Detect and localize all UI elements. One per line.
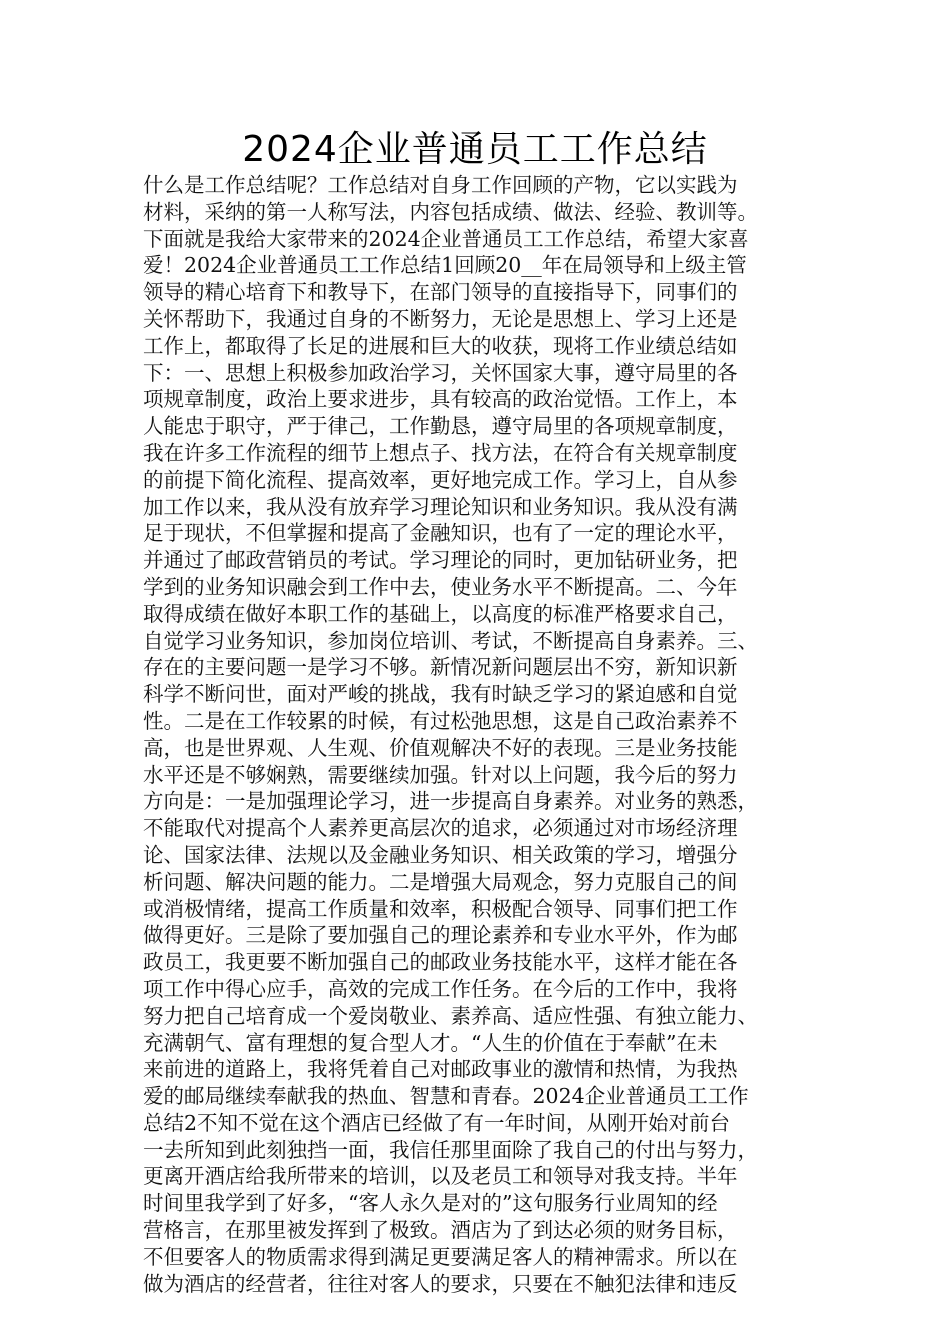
body-text-line: 项规章制度，政治上要求进步，具有较高的政治觉悟。工作上，本 bbox=[143, 387, 738, 412]
body-text-line: 下：一、思想上积极参加政治学习，关怀国家大事，遵守局里的各 bbox=[143, 360, 738, 385]
body-text-line: 更离开酒店给我所带来的培训，以及老员工和领导对我支持。半年 bbox=[143, 1164, 738, 1189]
body-text-line: 爱的邮局继续奉献我的热血、智慧和青春。2024企业普通员工工作 bbox=[143, 1084, 749, 1109]
document-body bbox=[143, 172, 811, 1297]
body-text-line: 我在许多工作流程的细节上想点子、找方法，在符合有关规章制度 bbox=[143, 440, 738, 465]
body-text-line: 方向是：一是加强理论学习，进一步提高自身素养。对业务的熟悉， bbox=[143, 789, 758, 814]
body-text-line: 人能忠于职守，严于律己，工作勤恳，遵守局里的各项规章制度， bbox=[143, 414, 738, 439]
body-text-line: 的前提下简化流程、提高效率，更好地完成工作。学习上，自从参 bbox=[143, 467, 738, 492]
body-text-line: 什么是工作总结呢？工作总结对自身工作回顾的产物，它以实践为 bbox=[143, 173, 738, 197]
body-text-line: 材料，采纳的第一人称写法，内容包括成绩、做法、经验、教训等。 bbox=[143, 199, 758, 224]
body-text-line: 论、国家法律、法规以及金融业务知识、相关政策的学习，增强分 bbox=[143, 842, 738, 867]
body-text-line: 高，也是世界观、人生观、价值观解决不好的表现。三是业务技能 bbox=[143, 735, 738, 760]
body-text-line: 加工作以来，我从没有放弃学习理论知识和业务知识。我从没有满 bbox=[143, 494, 738, 519]
body-text-line: 性。二是在工作较累的时候，有过松弛思想，这是自己政治素养不 bbox=[143, 708, 738, 733]
document-title: 2024企业普通员工工作总结 bbox=[242, 129, 708, 170]
body-text-line: 充满朝气、富有理想的复合型人才。“人生的价值在于奉献”在未 bbox=[143, 1030, 718, 1055]
body-text-line: 来前进的道路上，我将凭着自己对邮政事业的激情和热情，为我热 bbox=[143, 1057, 738, 1082]
body-text-line: 学到的业务知识融会到工作中去，使业务水平不断提高。二、今年 bbox=[143, 574, 738, 599]
body-text-line: 努力把自己培育成一个爱岗敬业、素养高、适应性强、有独立能力、 bbox=[143, 1003, 758, 1028]
body-text-line: 项工作中得心应手，高效的完成工作任务。在今后的工作中，我将 bbox=[143, 976, 738, 1001]
body-text-line: 或消极情绪，提高工作质量和效率，积极配合领导、同事们把工作 bbox=[143, 896, 738, 921]
body-text-line: 下面就是我给大家带来的2024企业普通员工工作总结，希望大家喜 bbox=[143, 226, 749, 251]
body-text-line: 取得成绩在做好本职工作的基础上，以高度的标准严格要求自己， bbox=[143, 601, 738, 626]
body-text-line: 工作上，都取得了长足的进展和巨大的收获，现将工作业绩总结如 bbox=[143, 333, 738, 358]
body-text-line: 营格言，在那里被发挥到了极致。酒店为了到达必须的财务目标， bbox=[143, 1218, 738, 1243]
body-text-line: 领导的精心培育下和教导下，在部门领导的直接指导下，同事们的 bbox=[143, 280, 738, 305]
body-text-line: 政员工，我更要不断加强自己的邮政业务技能水平，这样才能在各 bbox=[143, 950, 738, 975]
body-text-line: 不但要客人的物质需求得到满足更要满足客人的精神需求。所以在 bbox=[143, 1244, 738, 1269]
body-text-line: 水平还是不够娴熟，需要继续加强。针对以上问题，我今后的努力 bbox=[143, 762, 738, 787]
body-text-line: 时间里我学到了好多，“客人永久是对的”这句服务行业周知的经 bbox=[143, 1191, 718, 1216]
body-text-line: 科学不断问世，面对严峻的挑战，我有时缺乏学习的紧迫感和自觉 bbox=[143, 682, 738, 707]
body-text-line: 足于现状，不但掌握和提高了金融知识，也有了一定的理论水平， bbox=[143, 521, 738, 546]
body-text-line: 做得更好。三是除了要加强自己的理论素养和专业水平外，作为邮 bbox=[143, 923, 738, 948]
body-text-line: 自觉学习业务知识，参加岗位培训、考试，不断提高自身素养。三、 bbox=[143, 628, 758, 653]
body-text-line: 做为酒店的经营者，往往对客人的要求，只要在不触犯法律和违反 bbox=[143, 1271, 738, 1296]
body-text-line: 总结2不知不觉在这个酒店已经做了有一年时间，从刚开始对前台 bbox=[143, 1110, 731, 1135]
body-text-line: 并通过了邮政营销员的考试。学习理论的同时，更加钻研业务，把 bbox=[143, 548, 738, 573]
body-text-line: 存在的主要问题一是学习不够。新情况新问题层出不穷，新知识新 bbox=[143, 655, 738, 680]
body-text-line: 一去所知到此刻独挡一面，我信任那里面除了我自己的付出与努力， bbox=[143, 1137, 758, 1162]
body-text-line: 析问题、解决问题的能力。二是增强大局观念，努力克服自己的间 bbox=[143, 869, 738, 894]
body-text-line: 关怀帮助下，我通过自身的不断努力，无论是思想上、学习上还是 bbox=[143, 306, 738, 331]
body-text-line: 不能取代对提高个人素养更高层次的追求，必须通过对市场经济理 bbox=[143, 816, 738, 841]
body-text-line: 爱！2024企业普通员工工作总结1回顾20__年在局领导和上级主管 bbox=[143, 253, 747, 278]
